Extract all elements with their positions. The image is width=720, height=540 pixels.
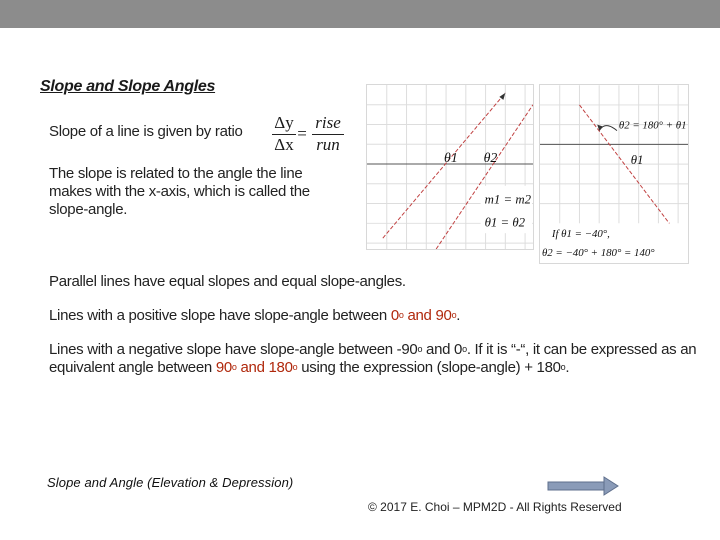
negative-deg-a: o	[231, 362, 237, 372]
positive-deg-b: o	[451, 310, 457, 320]
positive-angle-a: 0	[390, 307, 399, 324]
negative-prefix: Lines with a negative slope have slope-angle between -90	[49, 341, 418, 358]
negative-deg-3: o	[560, 362, 566, 372]
negative-deg-2: o	[462, 344, 467, 354]
graph2-if-line: If θ1 = −40°,	[551, 228, 610, 241]
graph1-slopes-equal: m1 = m2	[484, 192, 532, 207]
footer-link[interactable]: Slope and Angle (Elevation & Depression)	[47, 475, 294, 490]
formula-rise: rise	[315, 113, 341, 132]
page-title: Slope and Slope Angles	[40, 78, 216, 95]
graph1-theta1: θ1	[444, 150, 458, 166]
graph2-theta2-expression: θ2 = 180° + θ1	[618, 119, 687, 132]
negative-slope-text	[49, 341, 709, 377]
slope-formula	[270, 113, 350, 157]
grid	[540, 85, 688, 223]
negative-angle-b: 180	[268, 359, 293, 376]
next-slide-arrow-icon[interactable]	[547, 475, 619, 497]
arrow-head-icon	[499, 93, 505, 100]
parallel-lines-graph	[366, 84, 534, 250]
top-banner	[0, 0, 720, 28]
formula-dx: Δx	[274, 135, 294, 154]
positive-prefix: Lines with a positive slope have slope-angle between	[49, 307, 391, 324]
negative-mid-2: . If it is “-“, it can be expressed as an equivalent angle between	[49, 341, 697, 376]
positive-end: .	[456, 307, 461, 324]
graph2-theta1: θ1	[630, 153, 644, 168]
formula-run: run	[316, 135, 340, 154]
graph2-then-line: θ2 = −40° + 180° = 140°	[541, 246, 655, 259]
positive-and: and	[403, 307, 436, 324]
negative-slope-graph	[539, 84, 689, 264]
angle-text: The slope is related to the angle the line makes with the x-axis, which is called the slope-angle.	[49, 165, 310, 218]
positive-deg-a: o	[398, 310, 404, 320]
negative-angle-a: 90	[215, 359, 232, 376]
ratio-text: Slope of a line is given by ratio	[49, 123, 243, 140]
negative-mid-1: and 0	[422, 341, 463, 358]
positive-slope-text	[49, 307, 460, 325]
negative-deg-b: o	[292, 362, 298, 372]
formula-dy: Δy	[274, 113, 294, 132]
formula-equals: =	[297, 124, 307, 143]
parallel-text: Parallel lines have equal slopes and equal slope-angles.	[49, 273, 406, 290]
negative-and: and	[236, 359, 269, 376]
negative-mid-3: using the expression (slope-angle) + 180	[297, 359, 561, 376]
copyright-text: © 2017 E. Choi – MPM2D - All Rights Reserved	[368, 500, 622, 514]
negative-deg-1: o	[417, 344, 423, 354]
graph1-theta2: θ2	[483, 150, 498, 166]
negative-end: .	[565, 359, 570, 376]
positive-angle-b: 90	[435, 307, 452, 324]
graph1-angles-equal: θ1 = θ2	[484, 215, 526, 230]
